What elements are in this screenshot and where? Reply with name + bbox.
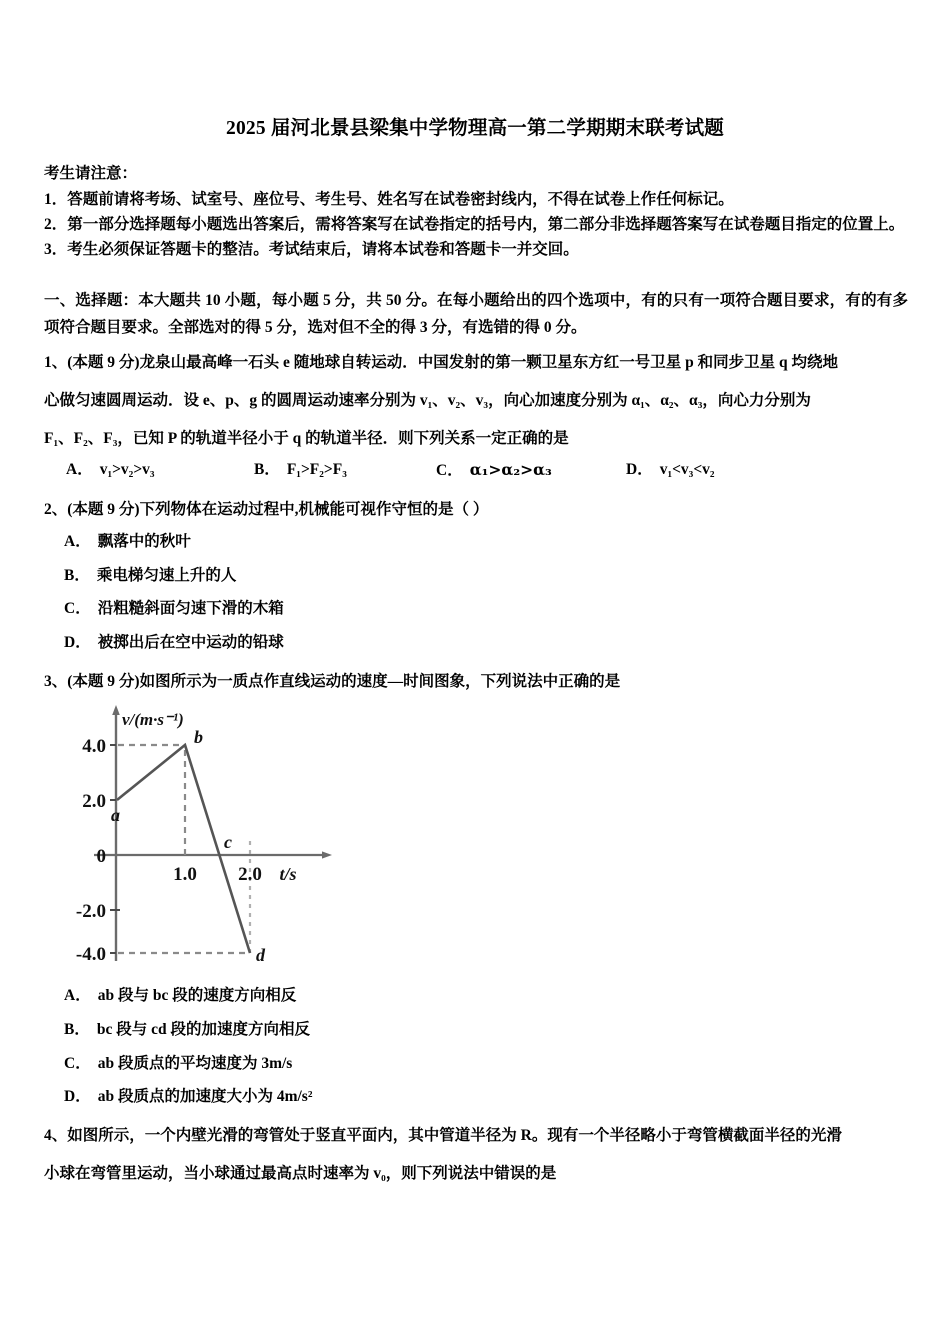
- option-c-letter: C．: [64, 600, 91, 618]
- option-a-text: v₁>v₂>v₃: [99, 461, 155, 479]
- option-a-text: 飘落中的秋叶: [97, 532, 191, 550]
- option-b-text: 乘电梯匀速上升的人: [96, 566, 237, 584]
- y-tick-label-0: 0: [96, 846, 106, 867]
- option-b-text: bc 段与 cd 段的加速度方向相反: [96, 1020, 310, 1038]
- question-2-number: 2、: [44, 500, 68, 518]
- question-3-options: [0, 979, 950, 1114]
- option-d-text: 被掷出后在空中运动的铅球: [97, 634, 284, 652]
- point-label-a: a: [111, 805, 120, 825]
- question-1-stem-line-1: [44, 347, 908, 379]
- x-tick-label-1: 1.0: [173, 864, 197, 885]
- question-3-stem: [44, 666, 908, 697]
- y-tick-label-neg4: -4.0: [75, 944, 106, 965]
- option-a-letter: A．: [66, 461, 93, 479]
- question-1-options: [44, 454, 908, 488]
- point-label-b: b: [194, 727, 203, 747]
- section-header-multiple-choice: 一、选择题：本大题共 10 小题，每小题 5 分，共 50 分。在每小题给出的四个选项中，有的只有一项符合题目要求，有的有多项符合题目要求。全部选对的得 5 分，选对但不全的得 3 分，有选错的得 0 分。: [44, 292, 908, 336]
- option-a-letter: A．: [64, 532, 91, 550]
- y-tick-label-4: 4.0: [82, 736, 106, 757]
- question-3-number: 3、: [44, 673, 68, 690]
- question-3-option-b[interactable]: [44, 1013, 908, 1047]
- option-b-text: F₁>F₂>F₃: [286, 461, 347, 479]
- question-2-option-b[interactable]: [44, 559, 908, 593]
- question-2-text: 下列物体在运动过程中,机械能可视作守恒的是（ ）: [139, 500, 489, 518]
- y-axis-label: v/(m·s⁻¹): [122, 710, 184, 729]
- question-1-stem-line-3: F₁、F₂、F₃，已知 P 的轨道半径小于 q 的轨道半径．则下列关系一定正确的是: [44, 429, 569, 447]
- question-1-text-1: 龙泉山最高峰一石头 e 随地球自转运动．中国发射的第一颗卫星东方红一号卫星 p 和同步卫星 q 均绕地: [139, 354, 838, 372]
- option-d-text: v₁<v₃<v₂: [659, 461, 715, 479]
- question-1-points: (本题 9 分): [67, 354, 140, 372]
- option-d-letter: D．: [64, 634, 91, 652]
- option-c-text: 沿粗糙斜面匀速下滑的木箱: [97, 600, 284, 618]
- notice-block: [0, 162, 950, 262]
- option-c-text: ab 段质点的平均速度为 3m/s: [97, 1054, 293, 1072]
- option-c-letter: C．: [436, 462, 463, 480]
- question-2-option-a[interactable]: [44, 525, 908, 559]
- question-3: [0, 666, 950, 697]
- question-2-stem: [44, 494, 908, 525]
- velocity-time-chart: [54, 703, 354, 975]
- question-4-stem-line-2: 小球在弯管里运动，当小球通过最高点时速率为 v₀，则下列说法中错误的是: [44, 1164, 557, 1182]
- question-1-option-c[interactable]: [436, 454, 626, 488]
- notice-item-1: 1．答题前请将考场、试室号、座位号、考生号、姓名写在试卷密封线内，不得在试卷上作任何标记。: [44, 191, 734, 209]
- option-d-letter: D．: [626, 461, 653, 479]
- question-1-option-a[interactable]: [66, 454, 254, 488]
- question-3-text: 如图所示为一质点作直线运动的速度—时间图象，下列说法中正确的是: [139, 673, 621, 690]
- point-label-d: d: [256, 945, 265, 965]
- option-d-letter: D．: [64, 1088, 91, 1106]
- option-a-letter: A．: [64, 987, 91, 1004]
- question-2: [0, 494, 950, 660]
- y-tick-label-2: 2.0: [82, 791, 106, 812]
- question-2-points: (本题 9 分): [67, 500, 140, 518]
- question-4-text-1: 如图所示，一个内壁光滑的弯管处于竖直平面内，其中管道半径为 R。现有一个半径略小于弯管横截面半径的光滑: [67, 1127, 842, 1145]
- question-2-option-c[interactable]: [44, 592, 908, 626]
- option-b-letter: B．: [64, 566, 90, 584]
- question-4-stem-line-1: [44, 1120, 908, 1152]
- page-title: 2025 届河北景县梁集中学物理高一第二学期期末联考试题: [226, 118, 724, 139]
- x-axis-arrow: [322, 851, 332, 858]
- question-3-option-c[interactable]: [44, 1047, 908, 1081]
- option-b-letter: B．: [254, 461, 280, 479]
- option-d-text: ab 段质点的加速度大小为 4m/s²: [97, 1088, 313, 1106]
- question-4: [0, 1120, 950, 1190]
- notice-heading: 考生请注意：: [44, 165, 138, 182]
- y-tick-label-neg2: -2.0: [75, 901, 106, 922]
- question-3-option-a[interactable]: [44, 979, 908, 1013]
- notice-item-2: 2．第一部分选择题每小题选出答案后，需将答案写在试卷指定的括号内，第二部分非选择题答案写在试卷题目指定的位置上。: [44, 216, 905, 234]
- velocity-time-graph-figure: [0, 697, 950, 979]
- option-b-letter: B．: [64, 1020, 90, 1038]
- question-3-option-d[interactable]: [44, 1080, 908, 1114]
- question-1-number: 1、: [44, 354, 68, 372]
- y-axis-arrow: [112, 705, 120, 715]
- question-1-option-d[interactable]: [626, 454, 715, 488]
- x-tick-label-2: 2.0: [238, 864, 262, 885]
- option-a-text: ab 段与 bc 段的速度方向相反: [97, 987, 297, 1004]
- question-2-option-d[interactable]: [44, 626, 908, 660]
- notice-item-3: 3．考生必须保证答题卡的整洁。考试结束后，请将本试卷和答题卡一并交回。: [44, 241, 579, 259]
- question-1-stem-line-2: 心做匀速圆周运动．设 e、p、g 的圆周运动速率分别为 v₁、v₂、v₃，向心加速度分别为 α₁、α₂、α₃，向心力分别为: [44, 391, 811, 409]
- option-c-letter: C．: [64, 1054, 91, 1072]
- question-1-option-b[interactable]: [254, 454, 436, 488]
- question-1: [0, 347, 950, 488]
- question-4-number: 4、: [44, 1127, 68, 1145]
- x-axis-label: t/s: [279, 864, 297, 884]
- option-c-text: α₁>α₂>α₃: [469, 460, 552, 480]
- question-3-points: (本题 9 分): [67, 673, 140, 690]
- point-label-c: c: [224, 832, 232, 852]
